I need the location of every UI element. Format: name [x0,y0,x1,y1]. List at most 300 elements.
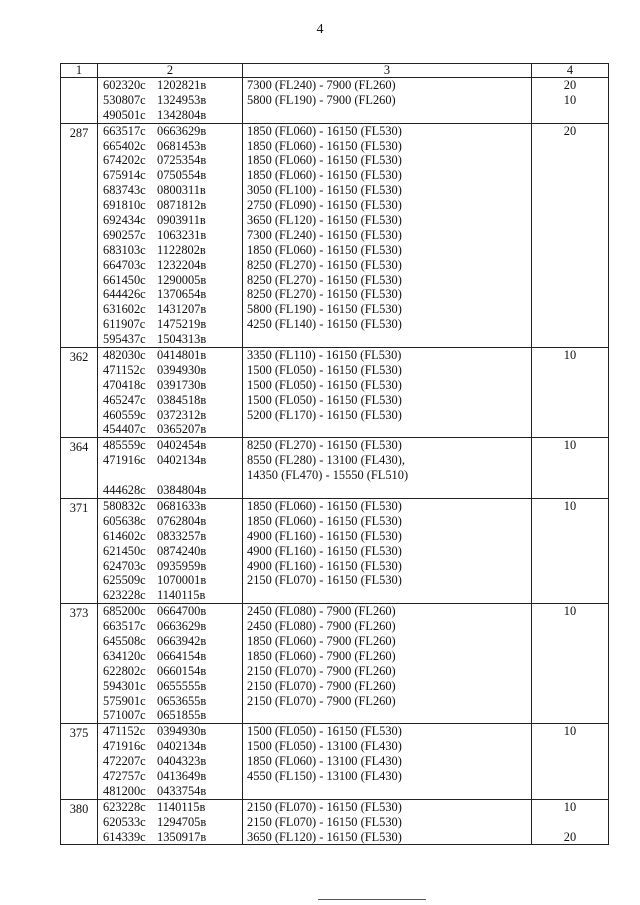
flight-level-line: 2150 (FL070) - 16150 (FL530) [247,799,402,814]
separation-value [532,664,608,679]
coordinate-line [98,708,242,723]
separation-value [532,287,608,302]
coordinate-line [98,664,242,679]
flight-level-line: 1850 (FL060) - 7900 (FL260) [247,633,396,648]
longitude-text: 1232204в [157,257,207,272]
longitude-text: 1202821в [157,78,207,92]
flight-level-line [243,588,531,603]
separation-value [532,139,608,154]
longitude-text: 0663942в [157,633,207,648]
latitude-text: 482030с [103,348,146,363]
flight-level-line [243,108,531,123]
coordinate-line [98,287,242,302]
latitude-text: 691810с [103,198,146,213]
coordinate-line [98,108,242,123]
separation-value [532,198,608,213]
flight-levels-cell [243,123,532,347]
route-id-cell: 373 [61,604,98,724]
separation-value: 10 [563,438,577,453]
longitude-text: 0681633в [157,498,207,513]
separation-value: 10 [563,604,577,619]
longitude-text: 0935959в [157,558,207,573]
separation-value [532,649,608,664]
separation-cell [532,498,609,603]
coordinate-line [98,830,242,845]
latitude-text: 634120с [103,648,146,663]
coordinate-line [98,739,242,754]
coordinate-line [98,514,242,529]
latitude-text: 625509с [103,573,146,588]
flight-level-line: 3050 (FL100) - 16150 (FL530) [247,183,402,198]
coordinate-line [98,393,242,408]
column-header-2: 2 [98,64,243,78]
latitude-text: 623228с [103,588,146,603]
separation-value [532,108,608,123]
longitude-text: 0651855в [157,708,207,723]
coordinate-line [98,483,242,498]
latitude-text: 485559с [103,438,146,453]
longitude-text: 1342804в [157,107,207,122]
separation-value [532,153,608,168]
coordinate-line [98,408,242,423]
latitude-text: 594301с [103,678,146,693]
latitude-text: 620533с [103,814,146,829]
coordinates-cell [98,799,243,845]
flight-level-line: 2150 (FL070) - 7900 (FL260) [247,663,396,678]
coordinate-line [98,273,242,288]
latitude-text: 663517с [103,619,146,634]
longitude-text: 0663629в [157,123,207,138]
flight-level-line: 4900 (FL160) - 16150 (FL530) [247,558,402,573]
coordinate-line [98,213,242,228]
latitude-text: 471916с [103,739,146,754]
flight-level-line: 1850 (FL060) - 16150 (FL530) [247,498,402,513]
flight-level-line [243,784,531,799]
separation-value [532,168,608,183]
separation-cell [532,724,609,799]
separation-value [532,514,608,529]
route-id-cell: 380 [61,799,98,845]
coordinates-cell [98,348,243,438]
coordinate-line [98,559,242,574]
longitude-text: 0384518в [157,392,207,407]
flight-level-line: 1850 (FL060) - 7900 (FL260) [247,648,396,663]
longitude-text: 0903911в [157,213,206,228]
latitude-text: 614339с [103,829,146,844]
table-row [61,438,609,499]
separation-value: 20 [563,829,577,844]
longitude-text: 0394930в [157,362,207,377]
column-header-3: 3 [243,64,532,78]
latitude-text: 683103с [103,242,146,257]
separation-value [532,769,608,784]
separation-value: 10 [563,724,577,739]
separation-value [532,183,608,198]
coordinate-line [98,139,242,154]
longitude-text: 1140115в [157,588,206,603]
separation-value [532,243,608,258]
flight-level-line: 1850 (FL060) - 16150 (FL530) [247,242,402,257]
latitude-text: 664703с [103,257,146,272]
coordinates-cell [98,438,243,499]
separation-value [532,619,608,634]
longitude-text: 0433754в [157,783,207,798]
coordinate-line [98,544,242,559]
coordinate-line [98,78,242,93]
column-header-1: 1 [61,64,98,78]
longitude-text: 1063231в [157,227,207,242]
separation-value [532,708,608,723]
longitude-text: 0365207в [157,422,207,437]
latitude-text: 690257с [103,227,146,242]
coordinate-line [98,679,242,694]
separation-value [532,228,608,243]
separation-value: 10 [563,498,577,513]
latitude-text: 460559с [103,407,146,422]
table-row [61,348,609,438]
flight-level-line: 4550 (FL150) - 13100 (FL430) [247,768,402,783]
latitude-text: 471152с [103,724,146,739]
latitude-text: 611907с [103,317,146,332]
flight-level-line: 1500 (FL050) - 16150 (FL530) [247,724,402,739]
flight-levels-cell [243,78,532,124]
coordinate-line [98,694,242,709]
latitude-text: 444628с [103,483,146,498]
airway-table [60,63,609,845]
flight-levels-cell [243,724,532,799]
latitude-text: 644426с [103,287,146,302]
longitude-text: 0800311в [157,183,206,198]
latitude-text: 575901с [103,693,146,708]
latitude-text: 621450с [103,543,146,558]
separation-value [532,679,608,694]
latitude-text: 631602с [103,302,146,317]
route-id-cell [61,78,98,124]
latitude-text: 571007с [103,708,146,723]
separation-value [532,634,608,649]
latitude-text: 661450с [103,272,146,287]
flight-level-line: 3650 (FL120) - 16150 (FL530) [247,829,402,844]
separation-value [532,544,608,559]
flight-level-line: 5200 (FL170) - 16150 (FL530) [247,407,402,422]
route-id-cell: 287 [61,123,98,347]
flight-level-line: 7300 (FL240) - 7900 (FL260) [247,78,396,92]
latitude-text: 614602с [103,528,146,543]
coordinate-line [98,422,242,437]
coordinate-line [98,784,242,799]
longitude-text: 0404323в [157,754,207,769]
latitude-text: 692434с [103,213,146,228]
separation-value [532,588,608,603]
coordinate-line [98,378,242,393]
flight-level-line: 2450 (FL080) - 7900 (FL260) [247,619,396,634]
flight-level-line: 2150 (FL070) - 7900 (FL260) [247,678,396,693]
coordinate-line [98,634,242,649]
separation-value [532,483,608,498]
flight-level-line: 2150 (FL070) - 7900 (FL260) [247,693,396,708]
coordinate-line [98,124,242,139]
separation-value: 10 [563,799,577,814]
flight-level-line [243,483,531,498]
flight-level-line: 2150 (FL070) - 16150 (FL530) [247,573,402,588]
longitude-text: 0750554в [157,168,207,183]
longitude-text: 1122802в [157,242,206,257]
route-id-cell: 371 [61,498,98,603]
coordinate-line [98,168,242,183]
latitude-text: 623228с [103,799,146,814]
latitude-text: 674202с [103,153,146,168]
longitude-text: 1324953в [157,92,207,107]
flight-level-line: 1850 (FL060) - 13100 (FL430) [247,754,402,769]
coordinate-line [98,228,242,243]
flight-level-line: 1500 (FL050) - 13100 (FL430) [247,739,402,754]
longitude-text: 0833257в [157,528,207,543]
flight-level-line: 1850 (FL060) - 16150 (FL530) [247,138,402,153]
flight-level-line [243,422,531,437]
latitude-text: 472207с [103,754,146,769]
table-header-row [61,64,609,78]
table-row [61,78,609,124]
coordinate-line [98,153,242,168]
flight-level-line: 1850 (FL060) - 16150 (FL530) [247,153,402,168]
separation-value [532,784,608,799]
longitude-text: 0402134в [157,739,207,754]
coordinates-cell [98,724,243,799]
longitude-text: 1475219в [157,317,207,332]
coordinate-line [98,499,242,514]
separation-value: 10 [563,348,577,363]
coordinate-line [98,243,242,258]
bottom-rule [318,899,426,900]
longitude-text: 0384804в [157,483,207,498]
coordinate-line [98,438,242,453]
flight-level-line: 4250 (FL140) - 16150 (FL530) [247,317,402,332]
coordinate-line [98,468,242,483]
separation-cell [532,123,609,347]
longitude-text: 0660154в [157,663,207,678]
coordinates-cell [98,78,243,124]
latitude-text: 481200с [103,783,146,798]
separation-cell [532,438,609,499]
flight-level-line [243,708,531,723]
latitude-text: 685200с [103,604,146,619]
separation-value [532,453,608,468]
separation-value: 20 [563,78,577,92]
coordinate-line [98,815,242,830]
flight-level-line: 1850 (FL060) - 16150 (FL530) [247,168,402,183]
longitude-text: 1370654в [157,287,207,302]
separation-value [532,468,608,483]
flight-level-line: 2150 (FL070) - 16150 (FL530) [247,814,402,829]
coordinate-line [98,619,242,634]
coordinate-line [98,769,242,784]
separation-value [532,317,608,332]
longitude-text: 0874240в [157,543,207,558]
longitude-text: 1140115в [157,799,206,814]
longitude-text: 1290005в [157,272,207,287]
separation-value [532,302,608,317]
flight-level-line: 14350 (FL470) - 15550 (FL510) [247,468,409,483]
coordinate-line [98,649,242,664]
longitude-text: 0871812в [157,198,207,213]
separation-value [532,573,608,588]
longitude-text: 0372312в [157,407,207,422]
latitude-text: 605638с [103,513,146,528]
coordinate-line [98,754,242,769]
coordinate-line [98,302,242,317]
longitude-text: 1431207в [157,302,207,317]
longitude-text: 1504313в [157,332,207,347]
separation-value [532,213,608,228]
latitude-text: 622802с [103,663,146,678]
flight-level-line: 8250 (FL270) - 16150 (FL530) [247,272,402,287]
flight-level-line: 2750 (FL090) - 16150 (FL530) [247,198,402,213]
longitude-text: 1294705в [157,814,207,829]
coordinate-line [98,529,242,544]
column-header-4: 4 [532,64,609,78]
flight-level-line: 1500 (FL050) - 16150 (FL530) [247,362,402,377]
table-row [61,724,609,799]
longitude-text: 0664154в [157,648,207,663]
flight-level-line: 3650 (FL120) - 16150 (FL530) [247,213,402,228]
coordinates-cell [98,604,243,724]
longitude-text: 0664700в [157,604,207,619]
coordinate-line [98,604,242,619]
separation-cell [532,604,609,724]
separation-value [532,529,608,544]
coordinate-line [98,258,242,273]
route-id-cell: 362 [61,348,98,438]
flight-levels-cell [243,438,532,499]
table-row [61,604,609,724]
longitude-text: 0394930в [157,724,207,739]
longitude-text: 0725354в [157,153,207,168]
latitude-text: 465247с [103,392,146,407]
table-body [61,78,609,845]
latitude-text: 675914с [103,168,146,183]
latitude-text: 470418с [103,377,146,392]
coordinate-line [98,573,242,588]
latitude-text: 471152с [103,362,146,377]
flight-level-line: 2450 (FL080) - 7900 (FL260) [247,604,396,619]
longitude-text: 1070001в [157,573,207,588]
coordinate-line [98,93,242,108]
latitude-text: 454407с [103,422,146,437]
longitude-text: 0402454в [157,438,207,453]
page-number: 4 [316,22,324,37]
coordinate-line [98,348,242,363]
separation-value [532,739,608,754]
separation-value [532,363,608,378]
latitude-text: 471916с [103,453,146,468]
flight-level-line: 8250 (FL270) - 16150 (FL530) [247,257,402,272]
latitude-text: 595437с [103,332,146,347]
separation-value: 10 [563,92,577,107]
flight-level-line: 5800 (FL190) - 7900 (FL260) [247,92,396,107]
table-row [61,123,609,347]
coordinate-line [98,363,242,378]
latitude-text: 663517с [103,123,146,138]
coordinates-cell [98,123,243,347]
separation-value [532,393,608,408]
longitude-text: 0653655в [157,693,207,708]
separation-cell [532,799,609,845]
flight-level-line: 4900 (FL160) - 16150 (FL530) [247,543,402,558]
flight-levels-cell [243,498,532,603]
latitude-text: 490501с [103,107,146,122]
latitude-text: 645508с [103,633,146,648]
flight-level-line: 5800 (FL190) - 16150 (FL530) [247,302,402,317]
coordinate-line [98,724,242,739]
latitude-text: 624703с [103,558,146,573]
flight-levels-cell [243,604,532,724]
longitude-text: 0762804в [157,513,207,528]
separation-cell [532,78,609,124]
flight-level-line: 7300 (FL240) - 16150 (FL530) [247,227,402,242]
flight-level-line: 4900 (FL160) - 16150 (FL530) [247,528,402,543]
route-id-cell: 364 [61,438,98,499]
separation-value [532,258,608,273]
flight-level-line: 8250 (FL270) - 16150 (FL530) [247,287,402,302]
flight-level-line: 8550 (FL280) - 13100 (FL430), [247,453,405,468]
separation-value [532,332,608,347]
coordinate-line [98,332,242,347]
separation-value [532,273,608,288]
flight-level-line [243,332,531,347]
separation-value [532,815,608,830]
flight-level-line: 3350 (FL110) - 16150 (FL530) [247,348,402,363]
coordinate-line [98,317,242,332]
coordinate-line [98,588,242,603]
separation-value [532,694,608,709]
longitude-text: 0414801в [157,348,207,363]
coordinate-line [98,198,242,213]
flight-level-line: 1500 (FL050) - 16150 (FL530) [247,392,402,407]
separation-value [532,408,608,423]
flight-levels-cell [243,799,532,845]
latitude-text: 580832с [103,498,146,513]
longitude-text: 0681453в [157,138,207,153]
longitude-text: 0391730в [157,377,207,392]
flight-levels-cell [243,348,532,438]
longitude-text: 1350917в [157,829,207,844]
longitude-text: 0413649в [157,768,207,783]
coordinates-cell [98,498,243,603]
separation-value: 20 [563,123,577,138]
coordinate-line [98,183,242,198]
flight-level-line: 1850 (FL060) - 16150 (FL530) [247,513,402,528]
latitude-text: 683743с [103,183,146,198]
longitude-text: 0402134в [157,453,207,468]
latitude-text: 602320с [103,78,146,92]
separation-value [532,559,608,574]
flight-level-line: 8250 (FL270) - 16150 (FL530) [247,438,402,453]
separation-value [532,422,608,437]
coordinate-line [98,453,242,468]
flight-level-line: 1500 (FL050) - 16150 (FL530) [247,377,402,392]
separation-value [532,378,608,393]
separation-value [532,754,608,769]
latitude-text: 665402с [103,138,146,153]
longitude-text: 0663629в [157,619,207,634]
coordinate-line [98,800,242,815]
separation-cell [532,348,609,438]
latitude-text: 530807с [103,92,146,107]
table-row [61,799,609,845]
route-id-cell: 375 [61,724,98,799]
latitude-text: 472757с [103,768,146,783]
table-row [61,498,609,603]
